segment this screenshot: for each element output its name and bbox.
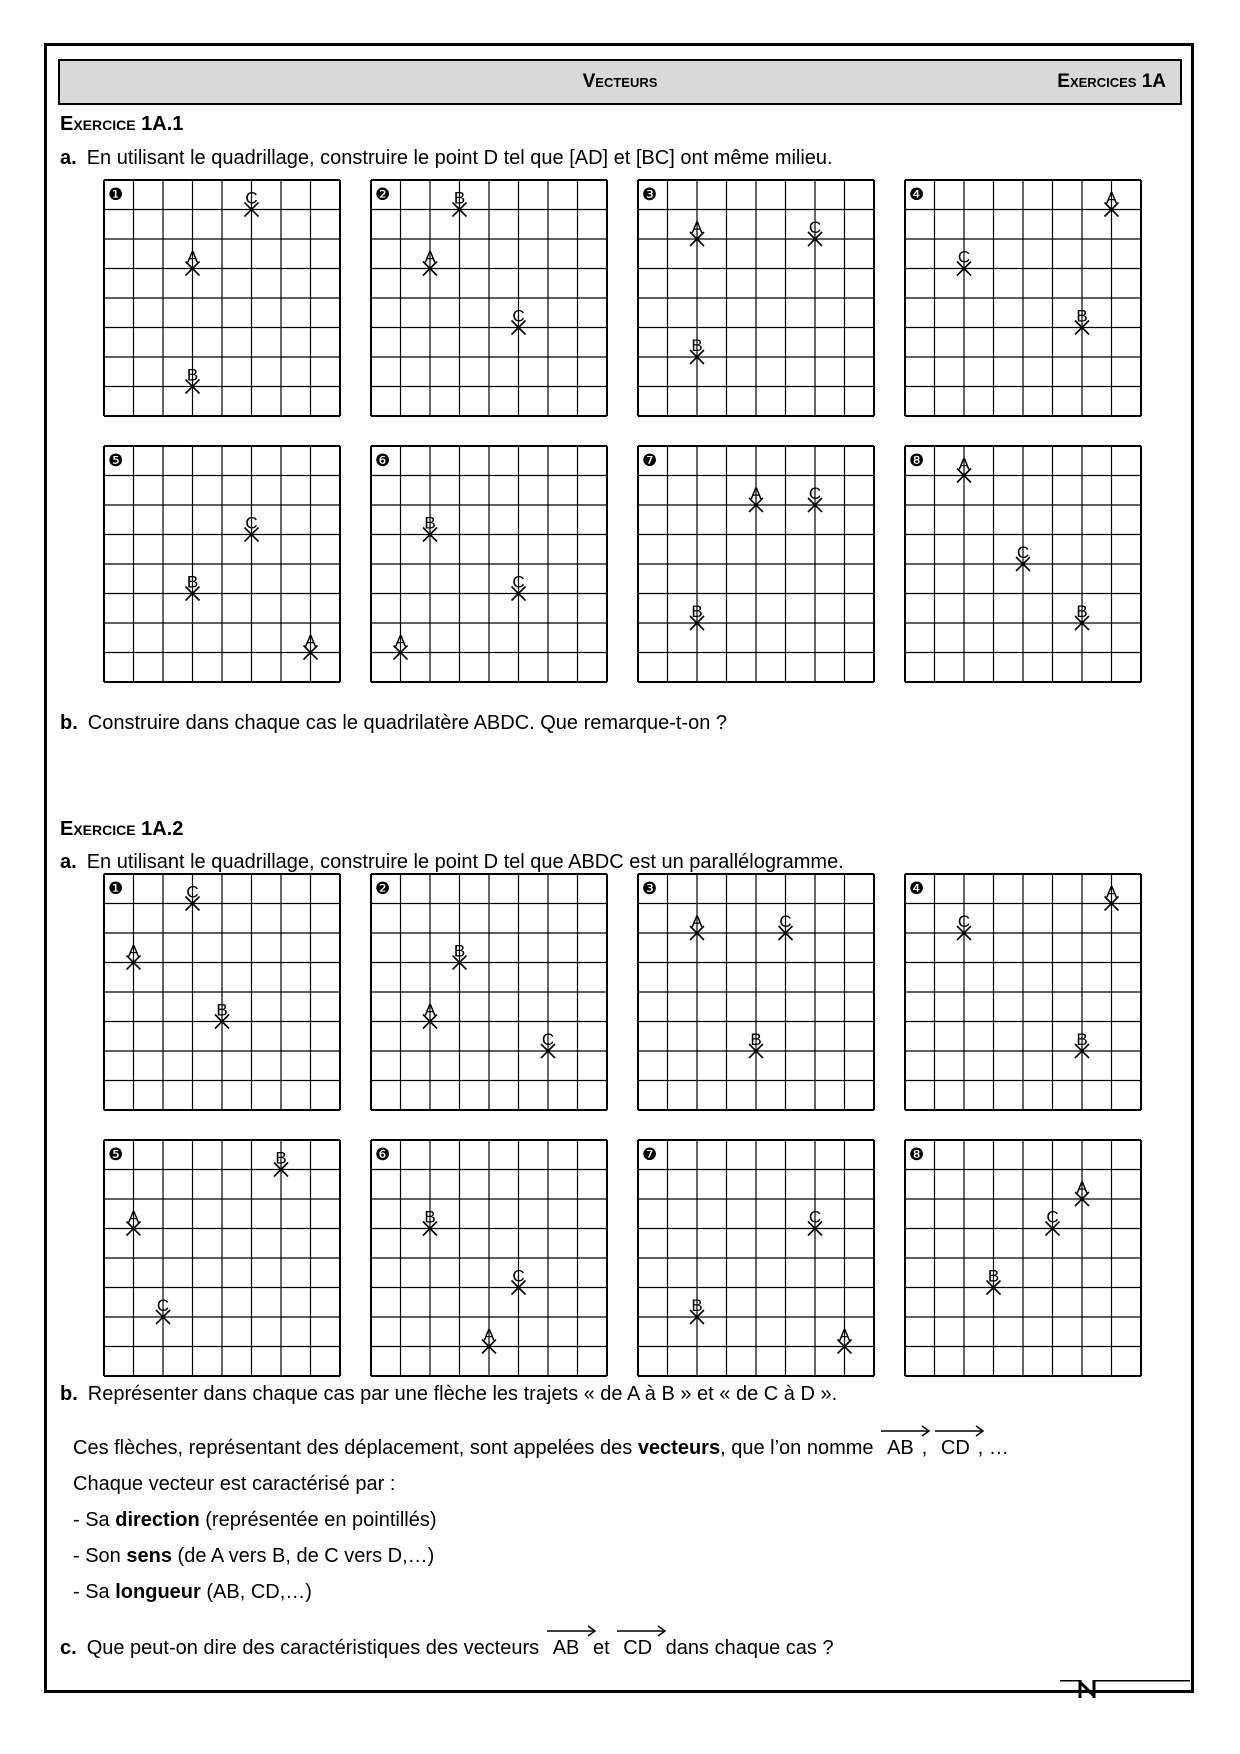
header-title: Vecteurs <box>582 71 658 92</box>
point-label: A <box>127 1207 140 1227</box>
exercise-2-question-c <box>60 1637 834 1660</box>
point-label: B <box>987 1266 1000 1286</box>
grid-svg <box>103 1139 341 1377</box>
point-label: C <box>808 484 822 503</box>
grid-svg <box>904 179 1142 417</box>
question-text: et <box>592 1637 610 1659</box>
grid-svg <box>904 445 1142 683</box>
point-label: C <box>808 218 822 237</box>
point-label: A <box>750 484 762 503</box>
question-text: En utilisant le quadrillage, construire le point D tel que ABDC est un parallélogramme. <box>86 851 844 873</box>
exercise-1-grid-2 <box>370 179 608 417</box>
point-label: A <box>424 1000 436 1020</box>
note-text: (AB, CD,…) <box>206 1581 312 1603</box>
point-label: A <box>186 247 199 267</box>
point-label: C <box>957 247 971 267</box>
point-label: C <box>512 1266 525 1286</box>
point-label: A <box>424 247 436 267</box>
question-letter: c. <box>60 1637 77 1659</box>
note-text: - Sa <box>73 1581 110 1603</box>
exercise-2-grid-4 <box>904 873 1142 1111</box>
point-label: A <box>838 1325 851 1345</box>
point-label: A <box>691 912 703 931</box>
note-line-3 <box>73 1509 437 1532</box>
point-label: B <box>691 602 703 621</box>
vector-arrow-icon <box>547 1625 597 1637</box>
grid-number: ❻ <box>375 451 391 471</box>
grid-svg <box>637 873 875 1111</box>
point-label: A <box>483 1325 495 1345</box>
grid-number: ❹ <box>909 185 925 205</box>
header-label: Exercices 1A <box>1057 71 1166 92</box>
grid-svg <box>103 445 341 683</box>
point-label: B <box>424 513 436 533</box>
grid-number: ❶ <box>108 185 124 205</box>
grid-svg <box>103 873 341 1111</box>
page-corner-mark <box>1060 1680 1190 1700</box>
exercise-2-grid-5 <box>103 1139 341 1377</box>
point-label: A <box>304 631 317 651</box>
point-label: B <box>1076 1030 1088 1049</box>
note-text: - Sa <box>73 1509 110 1531</box>
vector-ab <box>881 1437 920 1460</box>
exercise-1-grid-7 <box>637 445 875 683</box>
note-line-4 <box>73 1545 434 1568</box>
grid-number: ❺ <box>108 1145 124 1165</box>
exercise-1-question-b <box>60 712 727 735</box>
point-label: A <box>1105 882 1118 902</box>
point-label: B <box>186 572 199 592</box>
point-label: B <box>691 1296 703 1315</box>
exercise-1-grid-8 <box>904 445 1142 683</box>
point-label: B <box>691 336 703 355</box>
point-label: C <box>156 1296 170 1315</box>
grid-number: ❹ <box>909 879 925 899</box>
grid-svg <box>103 179 341 417</box>
grid-svg <box>370 445 608 683</box>
vector-arrow-icon <box>617 1625 667 1637</box>
grid-svg <box>370 179 608 417</box>
vector-label: AB <box>552 1637 580 1659</box>
point-label: A <box>958 454 970 474</box>
question-letter: b. <box>60 1383 78 1405</box>
question-letter: b. <box>60 712 78 734</box>
vector-label: CD <box>940 1437 970 1459</box>
point-label: B <box>453 941 466 961</box>
point-label: B <box>424 1207 436 1227</box>
point-label: C <box>957 912 971 931</box>
exercise-2-grid-1 <box>103 873 341 1111</box>
grid-number: ❸ <box>642 879 658 899</box>
grid-number: ❸ <box>642 185 658 205</box>
grid-number: ❷ <box>375 879 391 899</box>
exercise-2-grid-8 <box>904 1139 1142 1377</box>
grid-svg <box>370 873 608 1111</box>
point-label: B <box>275 1148 287 1168</box>
grid-svg <box>637 179 875 417</box>
point-label: C <box>1046 1207 1059 1227</box>
exercise-2-grid-2 <box>370 873 608 1111</box>
point-label: C <box>512 306 525 326</box>
point-label: B <box>216 1000 228 1020</box>
grid-number: ❽ <box>909 1145 925 1165</box>
vector-label: AB <box>887 1437 914 1459</box>
exercise-2-question-b <box>60 1383 837 1406</box>
note-text: Ces flèches, représentant des déplacement, sont appelées des <box>73 1437 633 1459</box>
question-letter: a. <box>60 147 77 169</box>
point-label: A <box>1076 1178 1088 1197</box>
grid-svg <box>637 1139 875 1377</box>
exercise-1-grid-5 <box>103 445 341 683</box>
note-bold: vecteurs <box>637 1437 721 1459</box>
point-label: B <box>750 1030 762 1049</box>
exercise-1-title: Exercice 1A.1 <box>60 113 184 135</box>
point-label: A <box>127 941 140 961</box>
note-bold: sens <box>126 1545 172 1567</box>
question-text: Représenter dans chaque cas par une flèche les trajets « de A à B » et « de C à D ». <box>87 1383 838 1405</box>
note-line-5 <box>73 1581 312 1604</box>
vector-cd <box>935 1437 976 1460</box>
exercise-2-grid-6 <box>370 1139 608 1377</box>
point-label: A <box>1105 188 1118 208</box>
note-text: , <box>921 1437 928 1459</box>
note-line-1 <box>73 1437 1009 1460</box>
point-label: C <box>1016 543 1030 562</box>
exercise-1-grid-3 <box>637 179 875 417</box>
note-text: (de A vers B, de C vers D,…) <box>177 1545 435 1567</box>
question-text: En utilisant le quadrillage, construire le point D tel que [AD] et [BC] ont même milieu. <box>86 147 833 169</box>
vector-arrow-icon <box>881 1425 931 1437</box>
point-label: B <box>1076 306 1088 326</box>
vector-arrow-icon <box>935 1425 985 1437</box>
point-label: B <box>453 188 466 208</box>
exercise-2-title: Exercice 1A.2 <box>60 818 184 840</box>
point-label: C <box>779 912 792 931</box>
exercise-2-grid-3 <box>637 873 875 1111</box>
note-line-2: Chaque vecteur est caractérisé par : <box>73 1473 396 1495</box>
exercise-2-grid-7 <box>637 1139 875 1377</box>
question-text: dans chaque cas ? <box>665 1637 834 1659</box>
exercise-1-grid-4 <box>904 179 1142 417</box>
vector-cd <box>617 1637 658 1660</box>
vector-label: CD <box>623 1637 653 1659</box>
grid-svg <box>637 445 875 683</box>
question-letter: a. <box>60 851 77 873</box>
page-header <box>58 59 1182 105</box>
note-text: , que l’on nomme <box>720 1437 874 1459</box>
point-label: B <box>186 365 199 385</box>
exercise-1-grid-6 <box>370 445 608 683</box>
point-label: C <box>186 882 199 902</box>
question-text: Que peut-on dire des caractéristiques des vecteurs <box>86 1637 540 1659</box>
grid-number: ❼ <box>642 1145 658 1165</box>
point-label: B <box>1076 602 1088 621</box>
exercise-2-question-a <box>60 851 844 874</box>
note-bold: direction <box>115 1509 200 1531</box>
point-label: C <box>808 1207 822 1227</box>
point-label: C <box>541 1030 555 1049</box>
question-text: Construire dans chaque cas le quadrilatère ABDC. Que remarque-t-on ? <box>87 712 728 734</box>
point-label: A <box>691 218 703 237</box>
grid-number: ❷ <box>375 185 391 205</box>
grid-number: ❽ <box>909 451 925 471</box>
note-text: - Son <box>73 1545 121 1567</box>
grid-svg <box>904 873 1142 1111</box>
grid-svg <box>370 1139 608 1377</box>
grid-number: ❺ <box>108 451 124 471</box>
note-text: (représentée en pointillés) <box>205 1509 437 1531</box>
exercise-1-grid-1 <box>103 179 341 417</box>
grid-svg <box>904 1139 1142 1377</box>
point-label: A <box>394 631 407 651</box>
grid-number: ❼ <box>642 451 658 471</box>
note-text: , … <box>977 1437 1009 1459</box>
grid-number: ❻ <box>375 1145 391 1165</box>
note-bold: longueur <box>115 1581 201 1603</box>
point-label: C <box>245 513 258 533</box>
exercise-1-question-a <box>60 147 833 170</box>
vector-ab <box>547 1637 586 1660</box>
grid-number: ❶ <box>108 879 124 899</box>
point-label: C <box>512 572 525 592</box>
point-label: C <box>245 188 258 208</box>
